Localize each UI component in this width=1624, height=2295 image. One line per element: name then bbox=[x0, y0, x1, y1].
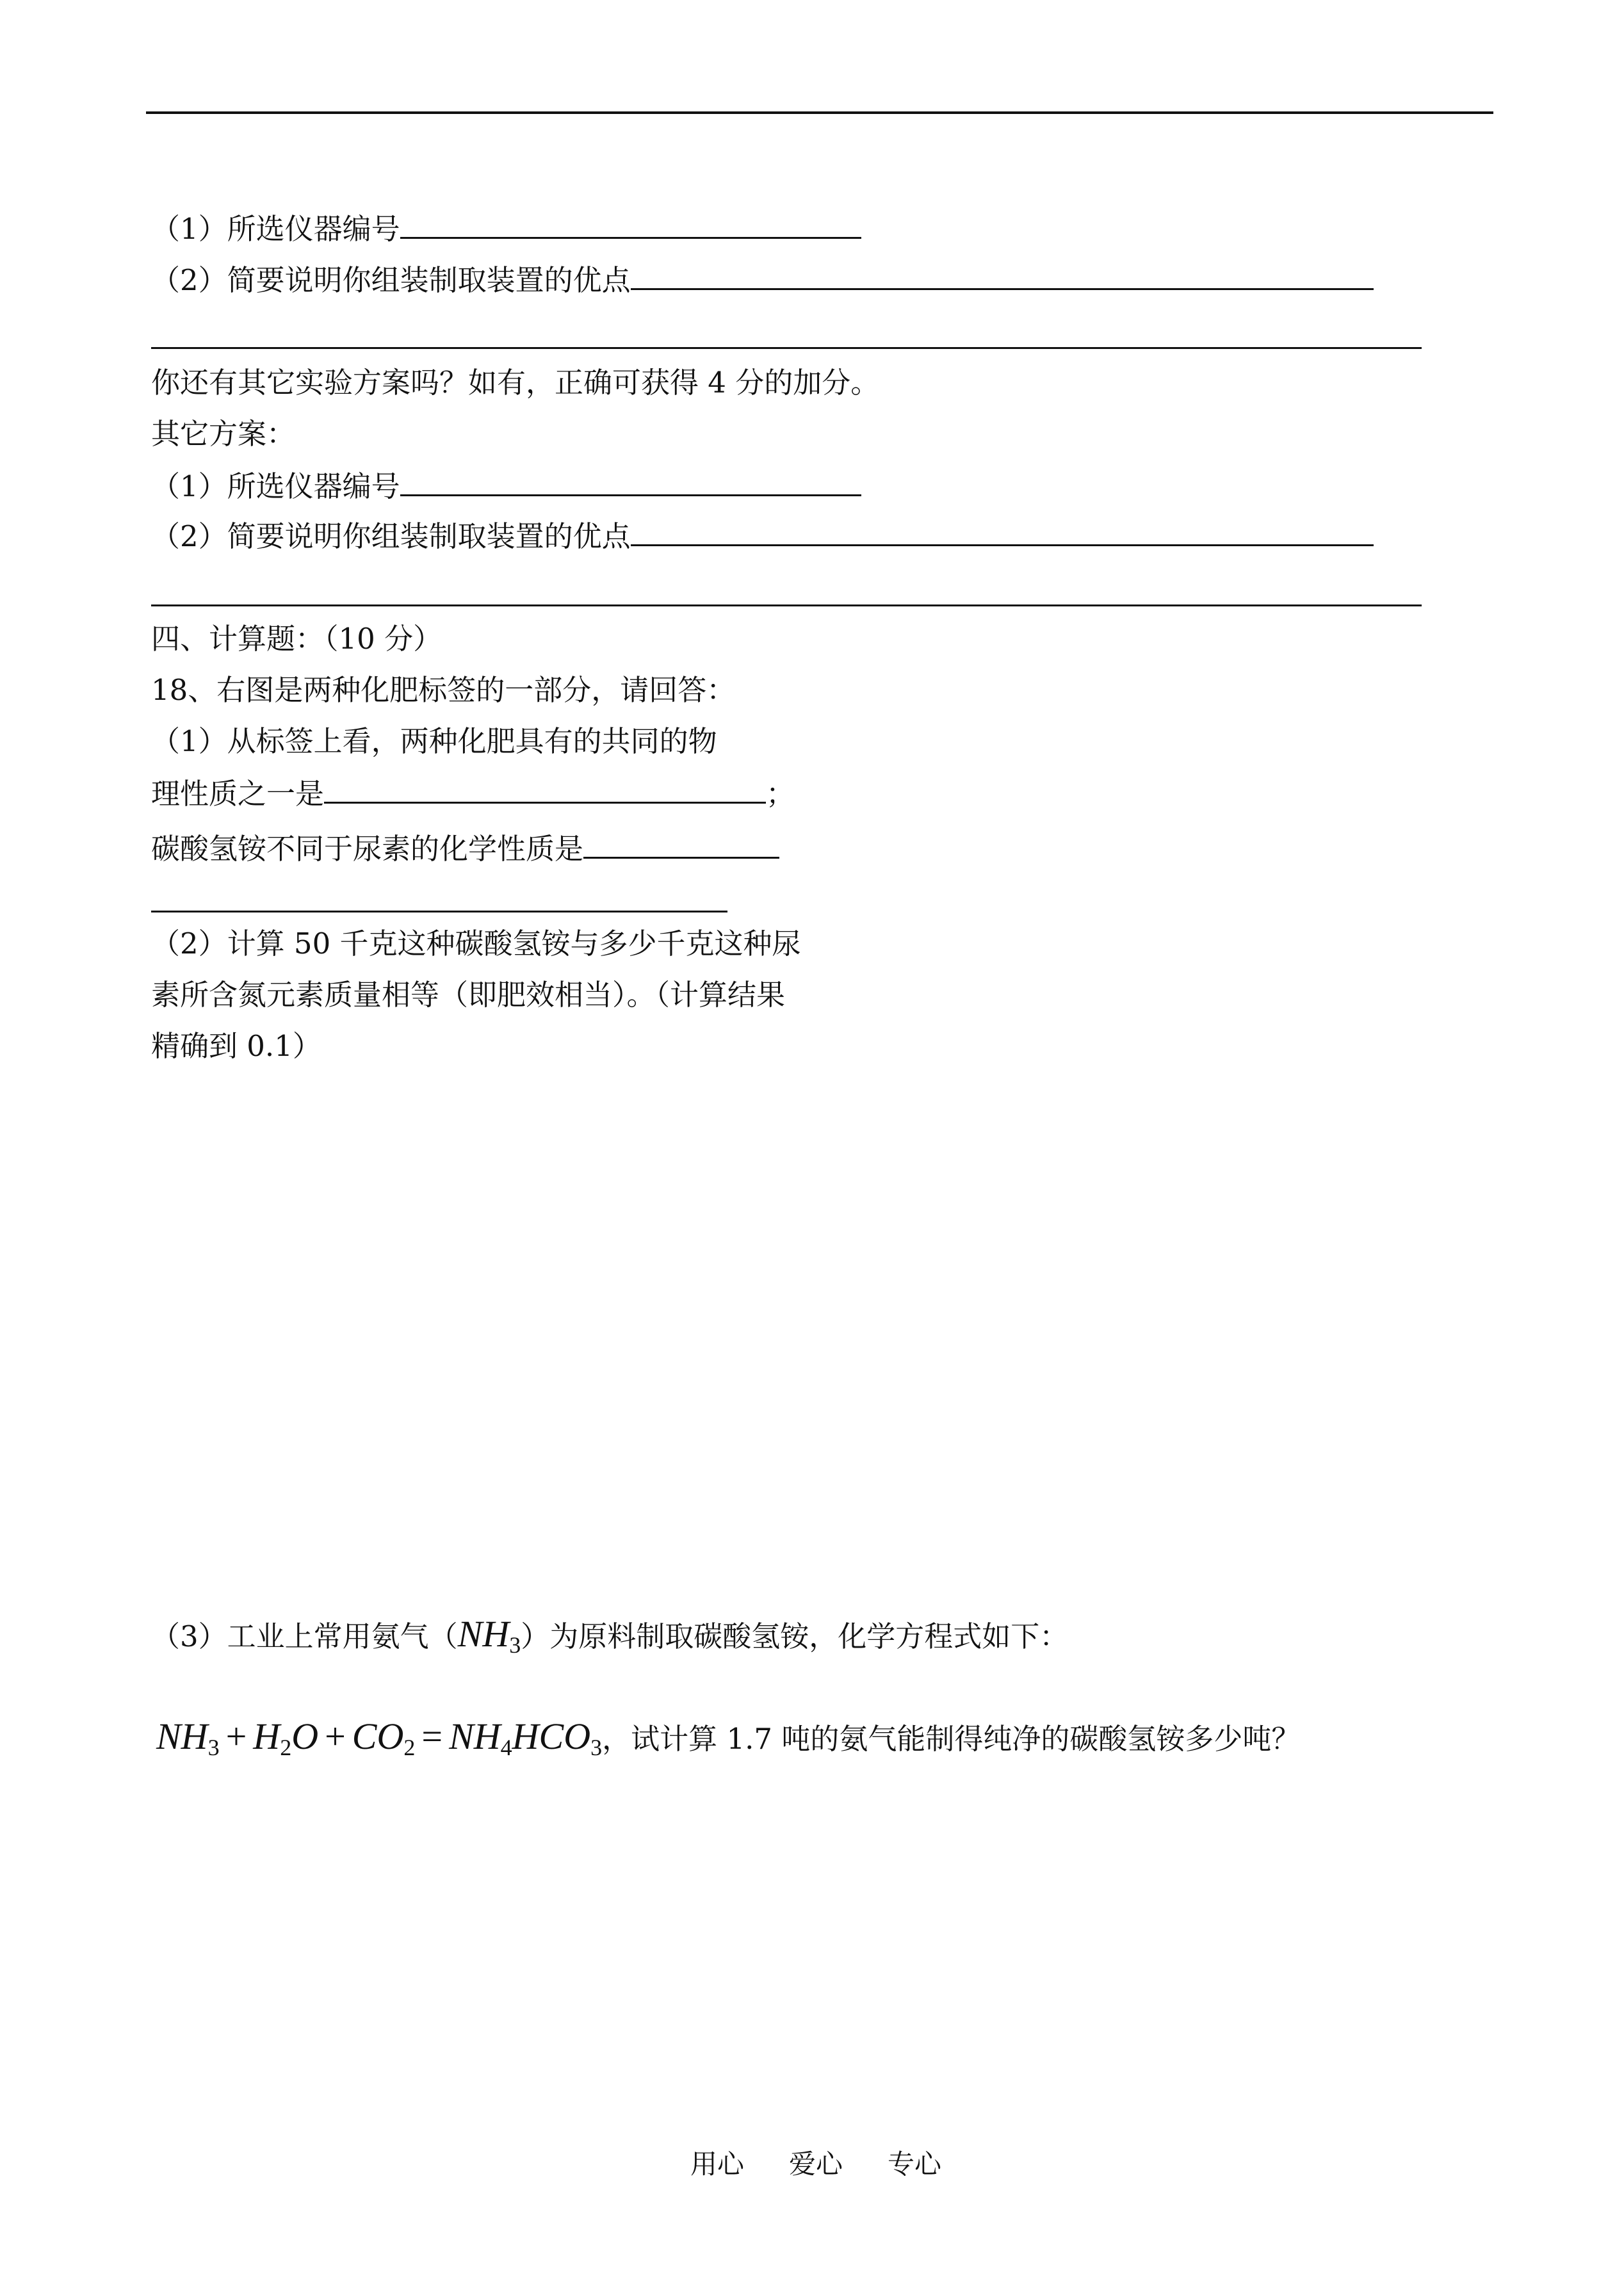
answer-line bbox=[151, 911, 727, 912]
answer-blank bbox=[324, 774, 766, 804]
q18-p1-line3 bbox=[151, 829, 779, 868]
answer-blank bbox=[583, 829, 779, 859]
footer-item-1: 用心 bbox=[690, 2148, 745, 2180]
answer-blank bbox=[631, 516, 1374, 546]
q18-equation-line bbox=[156, 1714, 1300, 1762]
block2-q2-label: （2）简要说明你组装制取装置的优点 bbox=[151, 519, 631, 553]
q18-intro: 18、右图是两种化肥标签的一部分，请回答： bbox=[151, 673, 736, 707]
q18-equation-tail: ，试计算 1.7 吨的氨气能制得纯净的碳酸氢铵多少吨？ bbox=[602, 1722, 1301, 1756]
q18-p2-line2: 素所含氮元素质量相等（即肥效相当）。（计算结果 bbox=[151, 978, 786, 1012]
header-rule bbox=[146, 111, 1493, 114]
footer-item-3: 专心 bbox=[888, 2148, 942, 2180]
answer-line bbox=[151, 604, 1422, 606]
q18-p1-line2-prefix: 理性质之一是 bbox=[151, 777, 325, 811]
q18-p1-line1: （1）从标签上看，两种化肥具有的共同的物 bbox=[151, 724, 717, 758]
q18-p3-suffix: ）为原料制取碳酸氢铵，化学方程式如下： bbox=[521, 1619, 1069, 1653]
block2-q1-label: （1）所选仪器编号 bbox=[151, 469, 400, 503]
q18-p3 bbox=[151, 1615, 1068, 1656]
block1-q1-label: （1）所选仪器编号 bbox=[151, 212, 400, 246]
block1-q2-label: （2）简要说明你组装制取装置的优点 bbox=[151, 263, 631, 297]
q18-p2-line1: （2）计算 50 千克这种碳酸氢铵与多少千克这种尿 bbox=[151, 927, 801, 961]
answer-blank bbox=[400, 209, 861, 239]
block2-q2 bbox=[151, 516, 1374, 556]
q18-p1-line3-label: 碳酸氢铵不同于尿素的化学性质是 bbox=[151, 832, 584, 866]
q18-p3-prefix: （3）工业上常用氨气（ bbox=[151, 1619, 458, 1653]
q18-p1-line2-suffix: ； bbox=[766, 777, 795, 811]
reaction-equation: $NH_3 + H_2O + CO_2 = NH_4HCO_3$ bbox=[156, 1715, 603, 1760]
answer-blank bbox=[631, 260, 1374, 290]
answer-blank bbox=[400, 466, 861, 496]
bonus-note: 你还有其它实验方案吗？如有，正确可获得 4 分的加分。 bbox=[151, 366, 880, 400]
block2-q1 bbox=[151, 466, 861, 506]
other-heading: 其它方案： bbox=[151, 417, 296, 451]
q18-p2-line3: 精确到 0.1） bbox=[151, 1029, 321, 1063]
ammonia-formula: $NH_3$ bbox=[457, 1613, 521, 1658]
block1-q2 bbox=[151, 260, 1374, 300]
answer-line bbox=[151, 347, 1422, 349]
footer-item-2: 爱心 bbox=[789, 2148, 843, 2180]
section4-title: 四、计算题：（10 分） bbox=[151, 622, 443, 656]
q18-p1-line2 bbox=[151, 774, 795, 813]
block1-q1 bbox=[151, 209, 861, 248]
